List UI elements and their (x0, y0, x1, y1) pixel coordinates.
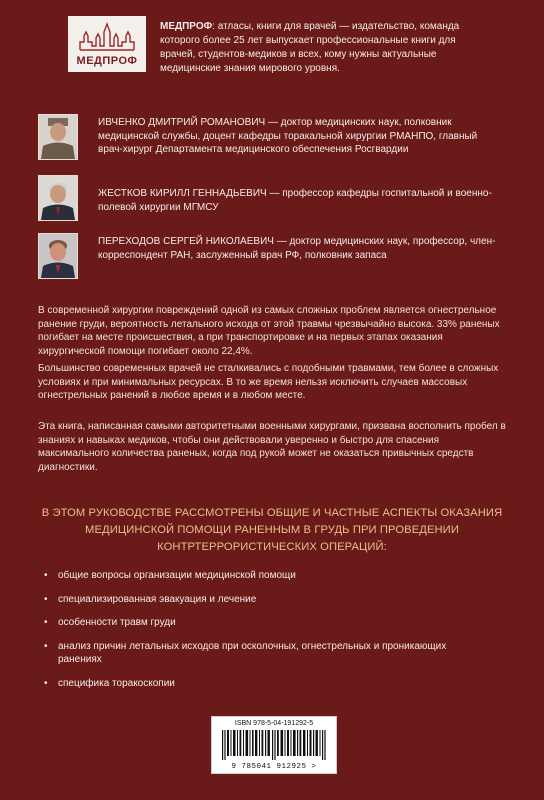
bullet-icon: • (44, 640, 48, 652)
author-bio: ПЕРЕХОДОВ СЕРГЕЙ НИКОЛАЕВИЧ — доктор медицинских наук, профессор, член-корреспондент РАН, заслуженный врач РФ, полковник запаса (98, 236, 496, 261)
author-bio: ЖЕСТКОВ КИРИЛЛ ГЕННАДЬЕВИЧ — профессор кафедры госпитальной и военно-полевой хирургии МГМСУ (98, 188, 492, 213)
author-block-2 (38, 175, 498, 219)
list-item: • специфика торакоскопии (44, 677, 175, 689)
barcode-bars-icon (222, 730, 326, 760)
topics-list (44, 569, 464, 699)
author-bio: ИВЧЕНКО ДМИТРИЙ РОМАНОВИЧ — доктор медицинских наук, полковник медицинской службы, доцент кафедры торакальной хирургии РМАНПО, главный врач-хирург Департамента медицинского обеспечения Росгвардии (98, 117, 478, 155)
description-paragraph-1: В современной хирургии повреждений одной из самых сложных проблем является огнестрельное ранение груди, вероятность летального исхода от этой травмы чрезвычайно высока. 33% раненых погибает на месте происшествия, а при транспортировке и на первых этапах оказания хирургической помощи погибает около 22,4%. (38, 305, 500, 357)
isbn-barcode (211, 716, 337, 774)
author-photo (38, 175, 78, 221)
kremlin-skyline-icon (78, 22, 136, 52)
publisher-description (160, 20, 460, 76)
bullet-icon: • (44, 617, 48, 628)
description-paragraph-3: Эта книга, написанная самыми авторитетными военными хирургами, призвана восполнить пробел в знаниях и навыках медиков, чтобы они действовали уверенно и быстро для спасения максимального количества раненых, когда под рукой может не оказаться привычных средств диагностики. (38, 421, 506, 473)
publisher-tagline: : атласы, книги для врачей — издательство, команда которого более 25 лет выпускает профессиональные книги для врачей, студентов-медиков и всех, кому нужны актуальные медицинские знания мирового уровня. (160, 21, 460, 74)
publisher-name: МЕДПРОФ (160, 21, 213, 32)
bullet-icon: • (44, 570, 48, 581)
list-item: • общие вопросы организации медицинской помощи (44, 570, 296, 581)
isbn-label: ISBN 978-5-04-191292-5 (234, 720, 314, 727)
list-item: • анализ причин летальных исходов при осколочных, огнестрельных и проникающих ранениях (44, 640, 447, 665)
bullet-icon: • (44, 677, 48, 689)
publisher-logo (68, 16, 146, 72)
barcode-number: 9 785041 912925 > (231, 763, 317, 771)
author-block-3 (38, 233, 498, 279)
contents-heading: В ЭТОМ РУКОВОДСТВЕ РАССМОТРЕНЫ ОБЩИЕ И ЧАСТНЫЕ АСПЕКТЫ ОКАЗАНИЯ МЕДИЦИНСКОЙ ПОМОЩИ РАНЕННЫМ В ГРУДЬ ПРИ ПРОВЕДЕНИИ КОНТРТЕРРОРИСТИЧЕСКИХ ОПЕРАЦИЙ: (41, 507, 503, 553)
author-photo (38, 114, 78, 160)
logo-text: МЕДПРОФ (76, 55, 138, 67)
list-item: • особенности травм груди (44, 617, 176, 628)
author-photo (38, 233, 78, 279)
description-paragraph-2: Большинство современных врачей не сталкивались с подобными травмами, тем более в сложных условиях и при минимальных ресурсах. В то же время нельзя исключить случаев массовых огнестрельных ранений в любое время и в любом месте. (38, 363, 499, 402)
author-block-1 (38, 114, 498, 166)
list-item: • специализированная эвакуация и лечение (44, 593, 257, 605)
bullet-icon: • (44, 593, 48, 605)
